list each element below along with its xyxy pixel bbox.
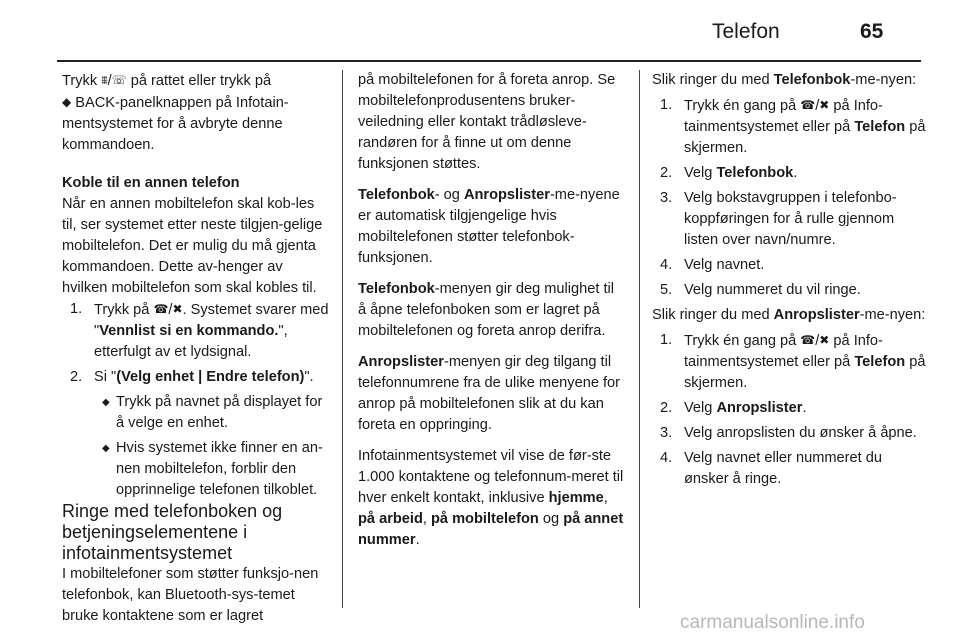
back-icon: ◆ — [62, 95, 72, 109]
page-header — [0, 0, 960, 60]
paragraph: Anropslister-menyen gir deg tilgang til telefonnumrene fra de ulike menyene for anrop på mobiltelefonen slik at du kan foreta en oppringing. — [358, 354, 621, 433]
voice-steering-icon: ⩩ — [101, 73, 108, 87]
column-3 — [652, 70, 926, 490]
section-body: I mobiltelefoner som støtter funksjo-nen telefonbok, kan Bluetooth-sys-temet bruke kontaktene som er lagret — [62, 566, 319, 624]
mute-icon: ✖ — [819, 98, 830, 112]
subheading: Koble til en annen telefon — [62, 175, 240, 191]
page-title: Telefon — [712, 20, 780, 43]
list-item: 3. Velg bokstavgruppen i telefonbo-koppføringen for å rulle gjennom listen over navn/numre. — [660, 190, 897, 248]
steps-list — [652, 330, 926, 490]
list-item: ◆ Trykk på navnet på displayet for å velge en enhet. — [102, 394, 323, 431]
phone-icon: ☎ — [800, 333, 816, 347]
list-item: 1. Trykk på ☎/✖. Systemet svarer med "Vennlist si en kommando.", etterfulgt av et lydsignal. — [70, 301, 329, 360]
paragraph: Telefonbok-menyen gir deg mulighet til å åpne telefonboken som er lagret på mobiltelefonen og foreta anrop derifra. — [358, 281, 615, 339]
bullet-icon: ◆ — [102, 443, 110, 454]
list-item: 1. Trykk én gang på ☎/✖ på Info-tainmentsystemet eller på Telefon på skjermen. — [660, 97, 926, 156]
phone-icon: ☎ — [153, 302, 169, 316]
phone-steering-icon: ☏ — [111, 73, 127, 87]
bullet-list — [94, 392, 330, 501]
mute-icon: ✖ — [819, 333, 830, 347]
paragraph: Telefonbok- og Anropslister-me-nyene er automatisk tilgjengelige hvis mobiltelefonen støtter telefonbok-funksjonen. — [358, 187, 620, 266]
list-item: 1. Trykk én gang på ☎/✖ på Info-tainmentsystemet eller på Telefon på skjermen. — [660, 332, 926, 391]
phone-icon: ☎ — [800, 98, 816, 112]
list-item: 2. Si "(Velg enhet | Endre telefon)". ◆ Trykk på navnet på displayet for å velge en enhet. ◆ Hvis systemet ikke finner en an-nen mobiltelefon, forblir den opprinnelige telefonen tilkoblet. — [70, 367, 330, 501]
paragraph: Slik ringer du med Telefonbok-me-nyen: — [652, 72, 917, 88]
list-item: 4. Velg navnet. — [660, 257, 765, 273]
paragraph: Slik ringer du med Anropslister-me-nyen: — [652, 307, 926, 323]
list-item: 4. Velg navnet eller nummeret du ønsker å ringe. — [660, 450, 882, 487]
page-number: 65 — [860, 20, 884, 43]
mute-icon: ✖ — [172, 302, 183, 316]
list-item: 5. Velg nummeret du vil ringe. — [660, 282, 861, 298]
watermark: carmanualsonline.info — [680, 612, 865, 633]
steps-list — [62, 299, 330, 501]
column-divider-2 — [639, 70, 640, 608]
section-title: Ringe med telefonboken og betjeningselementene i infotainmentsystemet — [62, 501, 283, 563]
list-item: 2. Velg Anropslister. — [660, 400, 807, 416]
list-item: ◆ Hvis systemet ikke finner en an-nen mobiltelefon, forblir den opprinnelige telefonen tilkoblet. — [102, 440, 323, 498]
body-paragraph: Når en annen mobiltelefon skal kob-les til, ser systemet etter neste tilgjen-gelige mobiltelefon. Det er mulig du må gjenta kommandoen. Dette av-henger av hvilken mobiltelefon som skal kobles til. — [62, 196, 323, 296]
column-1 — [62, 70, 330, 627]
paragraph: på mobiltelefonen for å foreta anrop. Se mobiltelefonprodusentens bruker-veiledning eller kontakt trådløsleve-randøren for å finne ut om denne funksjonen støttes. — [358, 72, 616, 172]
paragraph: Infotainmentsystemet vil vise de før-ste 1.000 kontaktene og telefonnum-meret til hver enkelt kontakt, inklusive hjemme, på arbeid, på mobiltelefon og på annet nummer. — [358, 448, 624, 548]
steps-list — [652, 95, 926, 301]
header-rule — [57, 60, 921, 62]
list-item: 2. Velg Telefonbok. — [660, 165, 798, 181]
column-2 — [358, 70, 626, 551]
column-divider-1 — [342, 70, 343, 608]
list-item: 3. Velg anropslisten du ønsker å åpne. — [660, 425, 917, 441]
bullet-icon: ◆ — [102, 397, 110, 408]
intro-paragraph: Trykk ⩩/☏ på rattet eller trykk på ◆ BACK-panelknappen på Infotain-mentsystemet for å avbryte denne kommandoen. — [62, 70, 330, 156]
